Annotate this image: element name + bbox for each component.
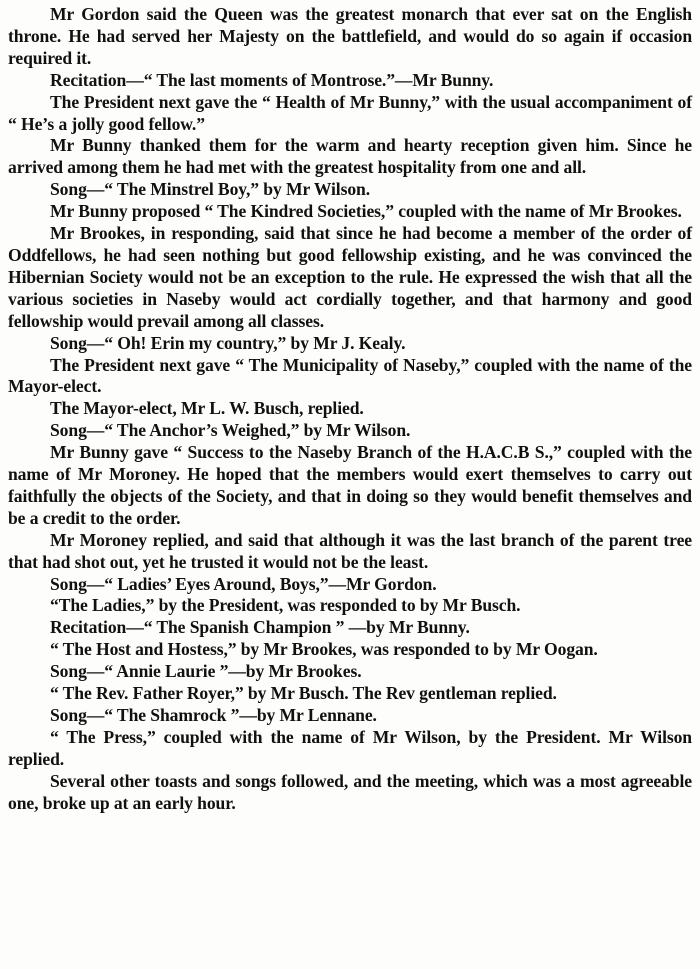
paragraph-song-erin: Song—“ Oh! Erin my country,” by Mr J. Kealy. — [50, 332, 406, 353]
paragraph-the-ladies-toast: “The Ladies,” by the President, was responded to by Mr Busch. — [50, 595, 521, 616]
paragraph-mayor-replied: The Mayor-elect, Mr L. W. Busch, replied. — [50, 398, 364, 419]
paragraph-bunny-thanks: Mr Bunny thanked them for the warm and hearty reception given him. Since he arrived among them he had met with the greatest hospitality from one and all. — [8, 135, 692, 178]
paragraph-song-ladies-eyes: Song—“ Ladies’ Eyes Around, Boys,”—Mr Gordon. — [50, 573, 437, 594]
paragraph-success-naseby-branch: Mr Bunny gave “ Success to the Naseby Branch of the H.A.C.B S.,” coupled with the name of Mr Moroney. He hoped that the members would exert themselves to carry out faithfully the objects of the Society, and that in doing so they would benefit themselves and be a credit to the order. — [8, 442, 692, 528]
paragraph-song-annie-laurie: Song—“ Annie Laurie ”—by Mr Brookes. — [50, 661, 362, 682]
paragraph-municipality-toast: The President next gave “ The Municipality of Naseby,” coupled with the name of the Mayor-elect. — [8, 354, 692, 397]
paragraph-recitation-montrose: Recitation—“ The last moments of Montrose.”—Mr Bunny. — [50, 69, 494, 90]
paragraph-song-shamrock: Song—“ The Shamrock ”—by Mr Lennane. — [50, 705, 377, 725]
paragraph-host-and-hostess: “ The Host and Hostess,” by Mr Brookes, was responded to by Mr Oogan. — [50, 639, 598, 660]
paragraph-recitation-spanish-champion: Recitation—“ The Spanish Champion ” —by Mr Bunny. — [50, 617, 470, 638]
paragraph-the-press-toast: “ The Press,” coupled with the name of Mr Wilson, by the President. Mr Wilson replied. — [8, 726, 692, 769]
paragraph-brookes-response: Mr Brookes, in responding, said that since he had become a member of the order of Oddfellows, he had seen nothing but good fellowship existing, and he was convinced the Hibernian Society would not be an exception to the rule. He expressed the wish that all the various societies in Naseby would act cordially together, and that harmony and good fellowship would prevail among all classes. — [8, 223, 692, 331]
paragraph-health-of-bunny: The President next gave the “ Health of Mr Bunny,” with the usual accompaniment of “ He’s a jolly good fellow.” — [8, 91, 692, 134]
paragraph-moroney-replied: Mr Moroney replied, and said that although it was the last branch of the parent tree that had shot out, yet he trusted it would not be the least. — [8, 529, 692, 572]
paragraph-father-royer: “ The Rev. Father Royer,” by Mr Busch. The Rev gentleman replied. — [50, 683, 557, 704]
paragraph-gordon-speech: Mr Gordon said the Queen was the greatest monarch that ever sat on the English throne. He had served her Majesty on the battlefield, and would do so again if occasion required it. — [8, 4, 692, 68]
paragraph-closing: Several other toasts and songs followed, and the meeting, which was a most agreeable one, broke up at an early hour. — [8, 770, 692, 813]
paragraph-song-anchors-weighed: Song—“ The Anchor’s Weighed,” by Mr Wilson. — [50, 420, 411, 441]
paragraph-song-minstrel-boy: Song—“ The Minstrel Boy,” by Mr Wilson. — [50, 179, 371, 200]
paragraph-kindred-societies: Mr Bunny proposed “ The Kindred Societies,” coupled with the name of Mr Brookes. — [50, 201, 682, 222]
